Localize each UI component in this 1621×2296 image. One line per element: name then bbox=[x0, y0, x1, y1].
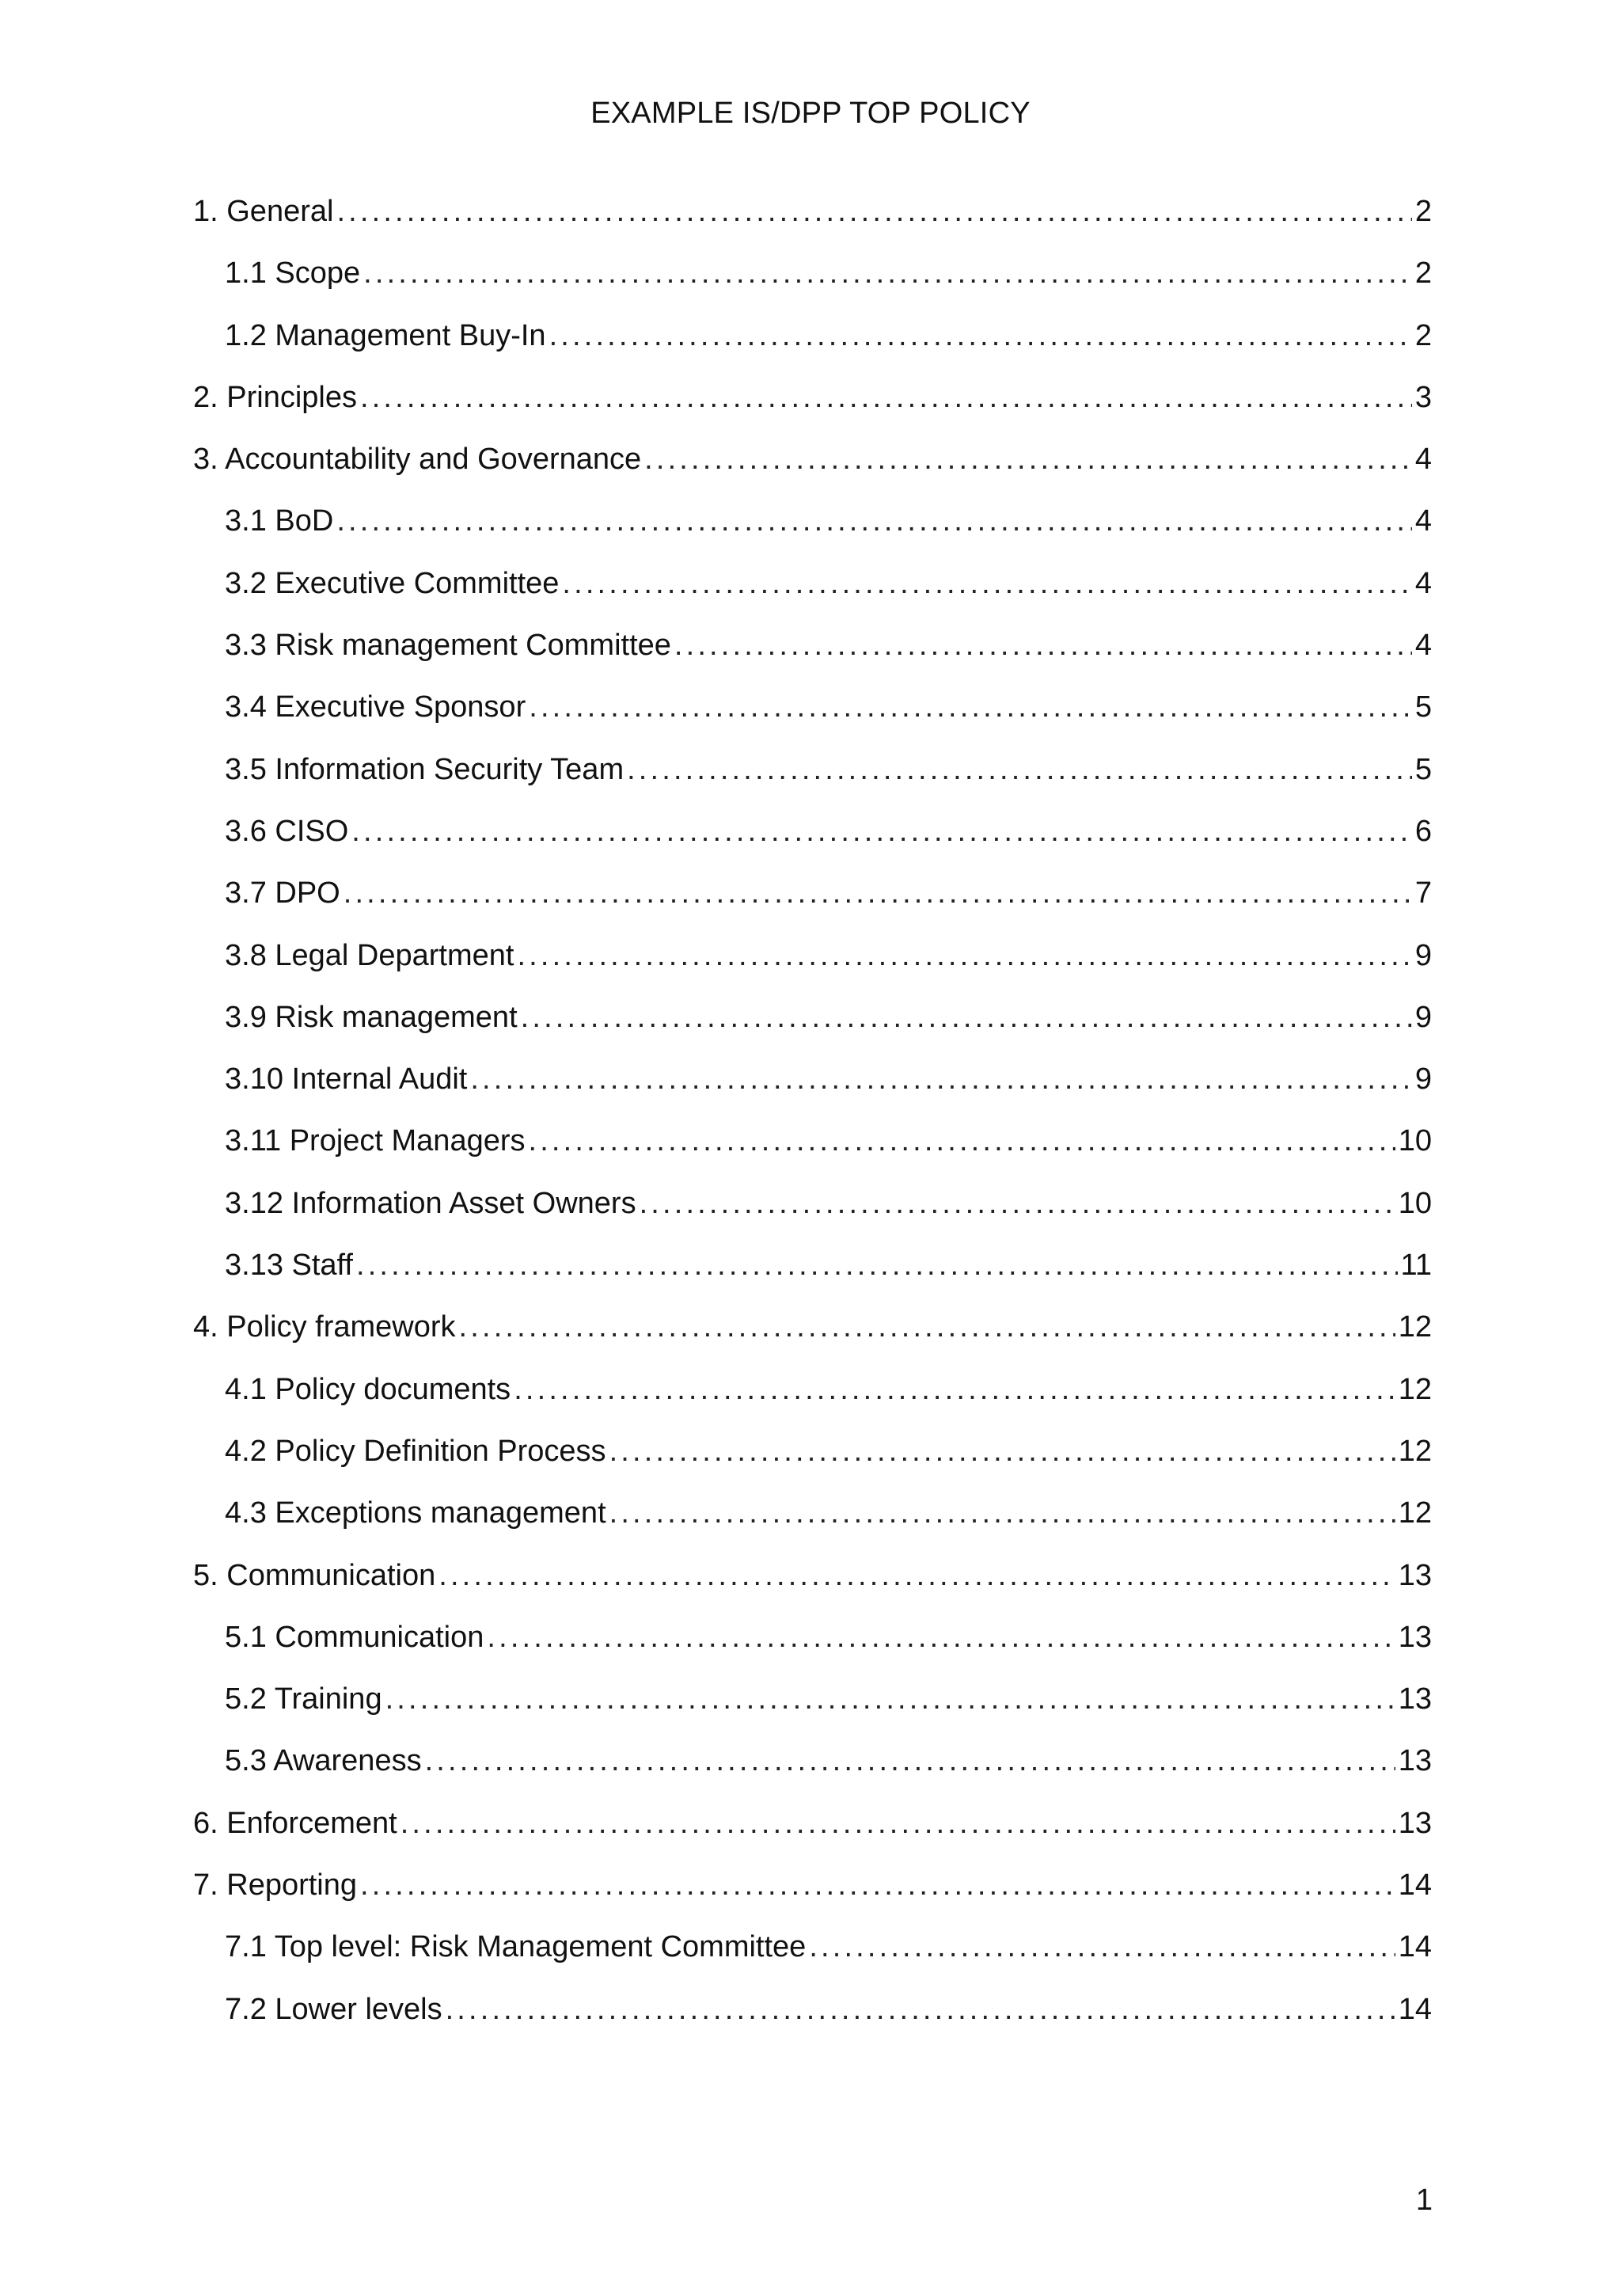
toc-dot-leader bbox=[640, 1185, 1395, 1222]
toc-dot-leader bbox=[360, 1867, 1395, 1903]
toc-entry-label: 7.1 Top level: Risk Management Committee bbox=[225, 1930, 807, 1964]
toc-entry-page: 13 bbox=[1398, 1806, 1432, 1840]
toc-entry-label: 3.12 Information Asset Owners bbox=[225, 1186, 636, 1220]
toc-dot-leader bbox=[363, 255, 1412, 291]
toc-entry[interactable] bbox=[193, 1123, 1432, 1184]
toc-entry-label: 3.3 Risk management Committee bbox=[225, 629, 671, 663]
toc-entry[interactable] bbox=[193, 999, 1432, 1061]
toc-entry-label: 3. Accountability and Governance bbox=[193, 443, 642, 477]
toc-entry[interactable] bbox=[193, 317, 1432, 379]
toc-entry-page: 6 bbox=[1414, 814, 1432, 848]
table-of-contents bbox=[193, 193, 1432, 2053]
toc-dot-leader bbox=[470, 1061, 1412, 1097]
toc-entry-page: 4 bbox=[1414, 504, 1432, 538]
toc-entry-page: 13 bbox=[1398, 1744, 1432, 1778]
toc-entry-page: 9 bbox=[1414, 938, 1432, 972]
toc-entry[interactable] bbox=[193, 1557, 1432, 1619]
toc-dot-leader bbox=[336, 503, 1412, 539]
toc-dot-leader bbox=[336, 193, 1411, 230]
toc-entry-label: 3.6 CISO bbox=[225, 814, 349, 848]
toc-entry-page: 13 bbox=[1398, 1558, 1432, 1592]
toc-entry-label: 1. General bbox=[193, 195, 334, 228]
toc-entry-label: 3.2 Executive Committee bbox=[225, 566, 560, 600]
toc-dot-leader bbox=[529, 1123, 1395, 1159]
toc-dot-leader bbox=[459, 1309, 1395, 1345]
toc-entry-page: 10 bbox=[1398, 1124, 1432, 1158]
toc-dot-leader bbox=[351, 813, 1412, 850]
toc-entry-page: 9 bbox=[1414, 1062, 1432, 1097]
toc-entry[interactable] bbox=[193, 255, 1432, 317]
toc-dot-leader bbox=[360, 379, 1412, 416]
document-title: EXAMPLE IS/DPP TOP POLICY bbox=[590, 97, 1031, 130]
toc-entry[interactable] bbox=[193, 1991, 1432, 2053]
toc-entry-label: 6. Enforcement bbox=[193, 1806, 397, 1840]
toc-entry[interactable] bbox=[193, 1743, 1432, 1804]
toc-dot-leader bbox=[644, 441, 1412, 477]
toc-entry[interactable] bbox=[193, 1495, 1432, 1557]
toc-entry-label: 3.8 Legal Department bbox=[225, 938, 514, 972]
toc-entry-page: 14 bbox=[1398, 1992, 1432, 2026]
toc-entry[interactable] bbox=[193, 1247, 1432, 1309]
toc-entry-label: 3.4 Executive Sponsor bbox=[225, 690, 526, 724]
toc-entry[interactable] bbox=[193, 1681, 1432, 1743]
toc-entry-page: 4 bbox=[1414, 566, 1432, 600]
toc-entry-label: 5.1 Communication bbox=[225, 1620, 484, 1654]
toc-entry-page: 12 bbox=[1398, 1310, 1432, 1344]
toc-dot-leader bbox=[344, 875, 1412, 911]
toc-dot-leader bbox=[521, 999, 1412, 1036]
toc-entry-label: 3.11 Project Managers bbox=[225, 1124, 526, 1158]
toc-dot-leader bbox=[627, 751, 1412, 788]
toc-entry-page: 2 bbox=[1414, 257, 1432, 291]
toc-entry-label: 7.2 Lower levels bbox=[225, 1992, 442, 2026]
toc-dot-leader bbox=[809, 1929, 1395, 1965]
toc-entry[interactable] bbox=[193, 193, 1432, 255]
toc-entry-page: 4 bbox=[1414, 443, 1432, 477]
toc-entry-page: 7 bbox=[1414, 876, 1432, 910]
toc-entry-page: 13 bbox=[1398, 1682, 1432, 1716]
toc-entry[interactable] bbox=[193, 565, 1432, 627]
toc-entry-label: 4. Policy framework bbox=[193, 1310, 456, 1344]
toc-entry-page: 12 bbox=[1398, 1434, 1432, 1468]
toc-dot-leader bbox=[438, 1557, 1395, 1594]
toc-entry-label: 3.9 Risk management bbox=[225, 1000, 518, 1034]
toc-entry-page: 14 bbox=[1398, 1868, 1432, 1903]
toc-entry-page: 4 bbox=[1414, 629, 1432, 663]
toc-entry[interactable] bbox=[193, 1061, 1432, 1123]
toc-entry-page: 5 bbox=[1414, 752, 1432, 786]
toc-dot-leader bbox=[562, 565, 1411, 602]
toc-entry-label: 2. Principles bbox=[193, 380, 357, 414]
toc-entry-label: 4.1 Policy documents bbox=[225, 1372, 511, 1406]
toc-entry-page: 11 bbox=[1400, 1249, 1432, 1283]
toc-entry[interactable] bbox=[193, 1929, 1432, 1990]
toc-entry[interactable] bbox=[193, 1433, 1432, 1495]
toc-dot-leader bbox=[529, 689, 1412, 725]
toc-entry[interactable] bbox=[193, 379, 1432, 441]
toc-entry-label: 3.1 BoD bbox=[225, 504, 334, 538]
toc-entry-label: 7. Reporting bbox=[193, 1868, 358, 1903]
page-number: 1 bbox=[1415, 2184, 1433, 2217]
toc-entry-page: 9 bbox=[1414, 1000, 1432, 1034]
toc-entry[interactable] bbox=[193, 689, 1432, 751]
toc-dot-leader bbox=[401, 1805, 1395, 1842]
toc-dot-leader bbox=[514, 1371, 1395, 1408]
toc-entry-label: 3.13 Staff bbox=[225, 1249, 353, 1283]
toc-dot-leader bbox=[517, 937, 1411, 974]
toc-entry-label: 5.2 Training bbox=[225, 1682, 382, 1716]
toc-entry-page: 10 bbox=[1398, 1186, 1432, 1220]
toc-entry[interactable] bbox=[193, 627, 1432, 689]
toc-entry[interactable] bbox=[193, 1309, 1432, 1370]
toc-entry[interactable] bbox=[193, 937, 1432, 999]
toc-entry-page: 12 bbox=[1398, 1372, 1432, 1406]
toc-dot-leader bbox=[425, 1743, 1395, 1779]
toc-entry-label: 5.3 Awareness bbox=[225, 1744, 422, 1778]
toc-entry[interactable] bbox=[193, 813, 1432, 875]
toc-entry-label: 4.2 Policy Definition Process bbox=[225, 1434, 606, 1468]
toc-entry-label: 3.7 DPO bbox=[225, 876, 340, 910]
toc-entry-page: 13 bbox=[1398, 1620, 1432, 1654]
toc-dot-leader bbox=[609, 1433, 1395, 1469]
toc-entry-page: 2 bbox=[1414, 318, 1432, 352]
toc-entry-page: 12 bbox=[1398, 1496, 1432, 1530]
toc-dot-leader bbox=[385, 1681, 1395, 1717]
toc-entry-label: 5. Communication bbox=[193, 1558, 436, 1592]
toc-entry-label: 4.3 Exceptions management bbox=[225, 1496, 606, 1530]
toc-entry-page: 5 bbox=[1414, 690, 1432, 724]
toc-dot-leader bbox=[674, 627, 1412, 663]
toc-dot-leader bbox=[609, 1495, 1395, 1531]
toc-entry-label: 3.10 Internal Audit bbox=[225, 1062, 468, 1097]
toc-entry-label: 1.2 Management Buy-In bbox=[225, 318, 546, 352]
toc-entry[interactable] bbox=[193, 1619, 1432, 1681]
toc-entry-page: 3 bbox=[1414, 380, 1432, 414]
toc-entry[interactable] bbox=[193, 441, 1432, 503]
toc-entry-page: 2 bbox=[1414, 195, 1432, 228]
toc-entry[interactable] bbox=[193, 1867, 1432, 1929]
toc-entry[interactable] bbox=[193, 503, 1432, 564]
toc-entry-page: 14 bbox=[1398, 1930, 1432, 1964]
toc-entry-label: 3.5 Information Security Team bbox=[225, 752, 624, 786]
toc-entry[interactable] bbox=[193, 751, 1432, 813]
toc-dot-leader bbox=[446, 1991, 1395, 2028]
toc-entry[interactable] bbox=[193, 1805, 1432, 1867]
toc-dot-leader bbox=[356, 1247, 1398, 1283]
toc-dot-leader bbox=[487, 1619, 1395, 1655]
toc-entry[interactable] bbox=[193, 875, 1432, 937]
toc-entry-label: 1.1 Scope bbox=[225, 257, 361, 291]
toc-entry[interactable] bbox=[193, 1371, 1432, 1433]
toc-dot-leader bbox=[549, 317, 1412, 354]
toc-entry[interactable] bbox=[193, 1185, 1432, 1247]
